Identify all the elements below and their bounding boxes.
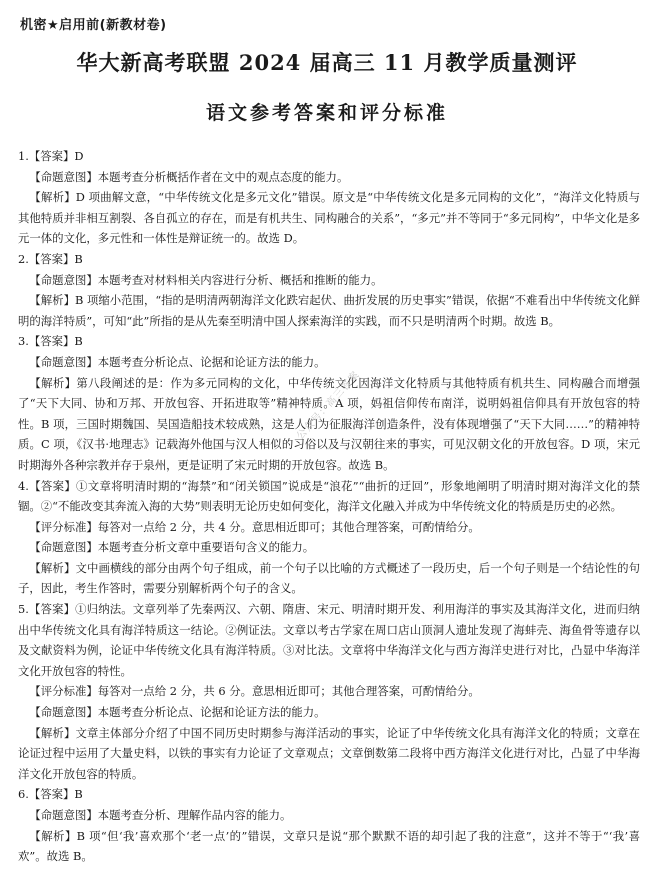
intent-paragraph: 【命题意图】本题考查分析文章中重要语句含义的能力。	[29, 540, 315, 555]
question-4	[18, 476, 640, 600]
scoring-paragraph: 【评分标准】每答对一点给 2 分，共 4 分。意思相近即可；其他合理答案，可酌情给分。	[29, 519, 480, 534]
answer-line: 3.【答案】B	[18, 334, 83, 349]
analysis-paragraph: 【解析】B 项“但‘我’喜欢那个‘老一点’的”错误，文章只是说“那个默默不语的却引起了我的注意”，这并不等于“‘我’喜欢”。故选 B。	[18, 828, 640, 864]
answer-line: 4.【答案】①文章将明清时期的“海禁”和“闭关锁国”说成是“浪花”“曲折的迂回”，形象地阐明了明清时期对海洋文化的禁锢。②“不能改变其奔流入海的大势”则表明无论历史如何变化，海洋文化融入并成为中华传统文化的特质是历史的必然。	[18, 478, 640, 514]
answer-content	[18, 146, 640, 867]
analysis-paragraph: 【解析】D 项曲解文意，“中华传统文化是多元文化”错误。原文是“中华传统文化是多元同构的文化”，“海洋文化特质与其他特质并非相互割裂、各自孤立的存在，而是有机共生、同构融合的关系”，“多元”并不等同于“多元同构”，中华文化是多元一体的文化，多元性和一体性是辩证统一的。故选 D。	[18, 190, 640, 246]
answer-line: 2.【答案】B	[18, 251, 83, 266]
analysis-paragraph: 【解析】第八段阐述的是：作为多元同构的文化，中华传统文化因海洋文化特质与其他特质有机共生、同构融合而增强了“天下大同、协和万邦、开放包容、开拓进取等”精神特质。A 项，妈祖信仰传布南洋，说明妈祖信仰具有开放包容的特性。B 项，三国时期魏国、吴国造船技术较成熟，这是人们为征服海洋创造条件，没有体现增强了“天下大同……”的精神特质。C 项，《汉书·地理志》记载海外他国与汉人相似的习俗以及与汉朝往来的事实，可见汉朝文化的开放包容。D 项，宋元时期海外各种宗教并存于泉州，更是证明了宋元时期的开放包容。故选 B。	[18, 375, 640, 472]
intent-paragraph: 【命题意图】本题考查分析论点、论据和论证方法的能力。	[29, 354, 326, 369]
analysis-paragraph: 【解析】文章主体部分介绍了中国不同历史时期参与海洋活动的事实，论证了中华传统文化具有海洋文化的特质；文章在论证过程中运用了大量史料，以铁的事实有力论证了文章观点；文章倒数第二段将中西方海洋文化进行对比，凸显了中华海洋文化开放包容的特质。	[18, 725, 640, 781]
intent-paragraph: 【命题意图】本题考查分析概括作者在文中的观点态度的能力。	[29, 169, 349, 184]
question-6	[18, 784, 640, 866]
question-5	[18, 599, 640, 784]
scoring-paragraph: 【评分标准】每答对一点给 2 分，共 6 分。意思相近即可；其他合理答案，可酌情给分。	[29, 684, 480, 699]
analysis-paragraph: 【解析】B 项缩小范围，“指的是明清两朝海洋文化跌宕起伏、曲折发展的历史事实”错误，依据“不难看出中华传统文化鲜明的海洋特质”，可知“此”所指的是从先秦至明清中国人探索海洋的实践，而不只是明清两个时期。故选 B。	[18, 293, 640, 328]
confidential-tag: 机密★启用前(新教材卷)	[20, 18, 167, 33]
answer-line: 5.【答案】①归纳法。文章列举了先秦两汉、六朝、隋唐、宋元、明清时期开发、利用海洋的事实及其海洋文化，进而归纳出中华传统文化具有海洋特质这一结论。②例证法。文章以考古学家在周口店山顶洞人遗址发现了海蚌壳、海鱼骨等遗存以及文献资料为例，论证中华传统文化具有海洋特质。③对比法。文章将中华海洋文化与西方海洋史进行对比，凸显中华海洋文化开放包容的特性。	[18, 602, 640, 678]
answer-line: 1.【答案】D	[18, 149, 84, 163]
answer-line: 6.【答案】B	[18, 787, 83, 802]
exam-title: 华大新高考联盟 2024 届高三 11 月教学质量测评	[76, 50, 578, 75]
intent-paragraph: 【命题意图】本题考查分析、理解作品内容的能力。	[29, 808, 292, 822]
document-subtitle: 语文参考答案和评分标准	[205, 102, 448, 124]
intent-paragraph: 【命题意图】本题考查分析论点、论据和论证方法的能力。	[29, 705, 326, 720]
question-1	[18, 146, 640, 249]
question-2	[18, 249, 640, 331]
watermark-text: 公众号：高三答案	[294, 369, 363, 443]
intent-paragraph: 【命题意图】本题考查对材料相关内容进行分析、概括和推断的能力。	[29, 272, 383, 287]
analysis-paragraph: 【解析】文中画横线的部分由两个句子组成，前一个句子以比喻的方式概述了一段历史，后一个句子则是一个结论性的句子，因此，考生作答时，需要分别解析两个句子的含义。	[18, 560, 640, 596]
